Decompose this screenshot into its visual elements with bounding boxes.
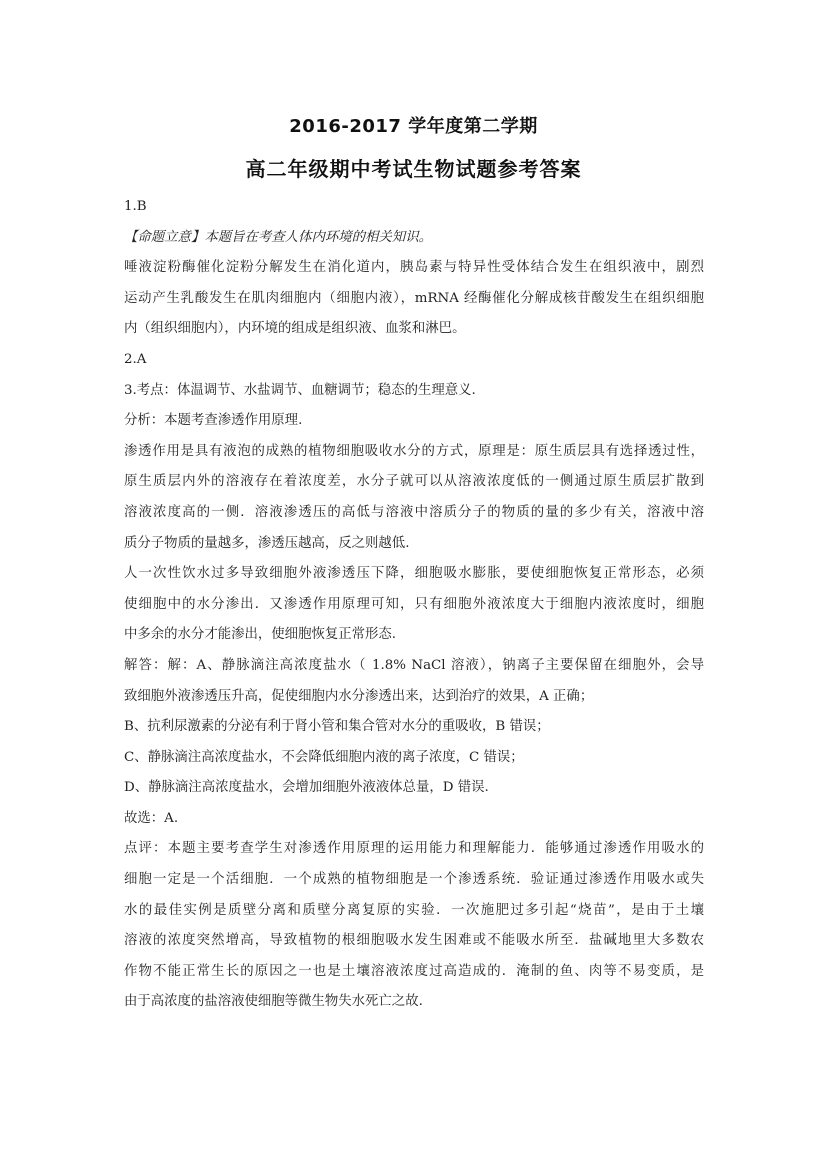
answer-line: 中多余的水分才能渗出，使细胞恢复正常形态.	[124, 627, 397, 643]
answer-line: 质分子物质的量越多，渗透压越高，反之则越低.	[124, 535, 410, 551]
answer-line: 由于高浓度的盐溶液使细胞等微生物失水死亡之故.	[124, 994, 423, 1010]
answer-line: 运动产生乳酸发生在肌肉细胞内（细胞内液），mRNA 经酶催化分解成核苷酸发生在组织细胞	[124, 290, 704, 306]
answer-line: 人一次性饮水过多导致细胞外液渗透压下降，细胞吸水膨胀，要使细胞恢复正常形态，必须	[124, 566, 704, 582]
answer-line: 溶液浓度高的一侧．溶液渗透压的高低与溶液中溶质分子的物质的量的多少有关，溶液中溶	[124, 504, 704, 520]
answer-line: B、抗利尿激素的分泌有利于肾小管和集合管对水分的重吸收，B 错误；	[124, 719, 550, 735]
answer-line: 分析：本题考查渗透作用原理.	[124, 413, 303, 429]
answer-line: 2.A	[124, 351, 147, 367]
answer-line: C、静脉滴注高浓度盐水，不会降低细胞内液的离子浓度，C 错误；	[124, 749, 524, 765]
answer-line: 致细胞外液渗透压升高，促使细胞内水分渗透出来，达到治疗的效果，A 正确；	[124, 688, 594, 704]
answer-line: 内（组织细胞内），内环境的组成是组织液、血浆和淋巴。	[124, 321, 466, 337]
answer-line: 唾液淀粉酶催化淀粉分解发生在消化道内，胰岛素与特异性受体结合发生在组织液中，剧烈	[124, 260, 704, 276]
answer-line: 作物不能正常生长的原因之一也是土壤溶液浓度过高造成的．淹制的鱼、肉等不易变质，是	[124, 963, 704, 979]
answer-line: 细胞一定是一个活细胞．一个成熟的植物细胞是一个渗透系统．验证通过渗透作用吸水或失	[124, 872, 704, 888]
answer-line: 点评：本题主要考查学生对渗透作用原理的运用能力和理解能力．能够通过渗透作用吸水的	[124, 841, 704, 857]
document-title: 2016-2017 学年度第二学期	[289, 116, 538, 137]
answer-line: 渗透作用是具有液泡的成熟的植物细胞吸收水分的方式，原理是：原生质层具有选择透过性，	[124, 443, 704, 459]
answer-line: 1.B	[124, 199, 147, 214]
answer-line: 水的最佳实例是质壁分离和质壁分离复原的实验．一次施肥过多引起“烧苗”，是由于土壤	[124, 902, 704, 918]
answer-line: 使细胞中的水分渗出．又渗透作用原理可知，只有细胞外液浓度大于细胞内液浓度时，细胞	[124, 596, 704, 612]
answer-line: D、静脉滴注高浓度盐水，会增加细胞外液液体总量，D 错误.	[124, 780, 489, 796]
answer-body	[124, 192, 704, 1018]
answer-line: 原生质层内外的溶液存在着浓度差，水分子就可以从溶液浓度低的一侧通过原生质层扩散到	[124, 474, 704, 490]
answer-line: 溶液的浓度突然增高，导致植物的根细胞吸水发生困难或不能吸水所至．盐碱地里大多数农	[124, 933, 704, 949]
answer-line: 【命题立意】本题旨在考查人体内环境的相关知识。	[124, 229, 432, 245]
answer-line: 3.考点：体温调节、水盐调节、血糖调节；稳态的生理意义.	[124, 382, 476, 398]
answer-line: 解答：解：A、静脉滴注高浓度盐水（ 1.8% NaCl 溶液），钠离子主要保留在细胞外，会导	[124, 657, 704, 673]
document-subtitle: 高二年级期中考试生物试题参考答案	[245, 157, 582, 181]
answer-line: 故选：A.	[124, 810, 179, 826]
